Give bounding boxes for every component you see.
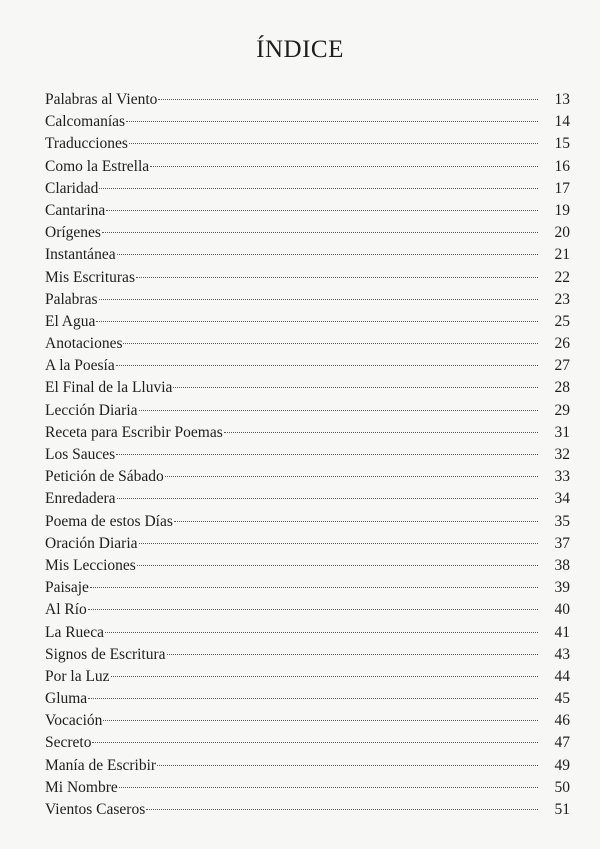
toc-entry-page-number: 34 (554, 490, 570, 508)
toc-entry (45, 133, 570, 155)
toc-entry-page-number: 13 (554, 91, 570, 108)
toc-entry-title: A la Poesía (45, 357, 115, 375)
dot-leader (111, 676, 538, 677)
toc-entry-title: Palabras al Viento (45, 91, 158, 108)
toc-entry (45, 488, 570, 510)
toc-entry-page-number: 16 (554, 157, 570, 175)
toc-entry (45, 289, 570, 311)
dot-leader (106, 210, 538, 211)
dot-leader (102, 232, 538, 233)
toc-entry-title: La Rueca (45, 623, 104, 641)
toc-entry-title: Los Sauces (45, 446, 116, 463)
toc-entry (45, 755, 570, 777)
toc-entry-title: Signos de Escritura (45, 645, 166, 663)
dot-leader (146, 809, 538, 810)
toc-entry-page-number: 50 (554, 778, 570, 796)
dot-leader (150, 166, 538, 167)
dot-leader (88, 698, 538, 699)
toc-entry (45, 466, 570, 488)
toc-entry (45, 666, 570, 688)
dot-leader (88, 609, 538, 610)
toc-entry (45, 333, 570, 355)
toc-entry-page-number: 46 (554, 712, 570, 730)
dot-leader (117, 498, 538, 499)
toc-entry-page-number: 44 (554, 667, 570, 685)
toc-entry (45, 710, 570, 732)
toc-entry (45, 89, 570, 111)
toc-entry-page-number: 37 (554, 534, 570, 552)
toc-entry (45, 688, 570, 710)
toc-entry-page-number: 17 (554, 179, 570, 197)
toc-entry-page-number: 21 (554, 246, 570, 264)
toc-entry-page-number: 39 (554, 579, 570, 597)
dot-leader (92, 742, 538, 743)
toc-entry-title: El Final de la Lluvia (45, 379, 173, 397)
toc-entry-title: Traducciones (45, 135, 128, 153)
toc-entry-page-number: 25 (554, 312, 570, 330)
dot-leader (99, 188, 538, 189)
toc-entry-page-number: 23 (554, 290, 570, 308)
toc-entry-page-number: 47 (554, 734, 570, 752)
dot-leader (139, 410, 538, 411)
toc-entry (45, 599, 570, 621)
toc-entry-page-number: 33 (554, 468, 570, 486)
dot-leader (117, 254, 538, 255)
toc-entry-page-number: 35 (554, 512, 570, 530)
toc-entry (45, 555, 570, 577)
toc-entry-title: Calcomanías (45, 113, 126, 131)
toc-entry-page-number: 32 (554, 446, 570, 463)
toc-entry (45, 422, 570, 444)
toc-entry (45, 644, 570, 666)
toc-entry (45, 156, 570, 178)
toc-entry-title: Claridad (45, 179, 99, 197)
toc-entry-title: Vientos Caseros (45, 801, 146, 818)
dot-leader (157, 765, 538, 766)
toc-entry-page-number: 45 (554, 690, 570, 708)
toc-entry (45, 799, 570, 821)
toc-entry (45, 400, 570, 422)
toc-entry-page-number: 51 (554, 801, 570, 818)
toc-entry-page-number: 14 (554, 113, 570, 131)
dot-leader (116, 454, 538, 455)
toc-entry (45, 200, 570, 222)
dot-leader (126, 121, 538, 122)
toc-entry-page-number: 19 (554, 201, 570, 219)
toc-entry-title: Manía de Escribir (45, 756, 157, 774)
toc-entry (45, 178, 570, 200)
dot-leader (116, 365, 538, 366)
toc-entry-title: Poema de estos Días (45, 512, 173, 530)
toc-entry-page-number: 22 (554, 268, 570, 286)
dot-leader (90, 587, 538, 588)
dot-leader (174, 521, 538, 522)
dot-leader (167, 654, 538, 655)
toc-entry (45, 622, 570, 644)
toc-entry (45, 244, 570, 266)
toc-entry-page-number: 26 (554, 335, 570, 353)
dot-leader (224, 432, 538, 433)
toc-entry-title: Orígenes (45, 224, 101, 242)
toc-entry-page-number: 31 (554, 423, 570, 441)
dot-leader (96, 321, 538, 322)
toc-entry (45, 577, 570, 599)
toc-entry-title: Palabras (45, 290, 98, 308)
toc-entry-page-number: 41 (554, 623, 570, 641)
toc-entry-title: Secreto (45, 734, 92, 752)
toc-entry-title: Vocación (45, 712, 103, 730)
toc-entry-page-number: 40 (554, 601, 570, 619)
toc-entry (45, 267, 570, 289)
dot-leader (105, 632, 538, 633)
toc-entry (45, 111, 570, 133)
toc-entry (45, 355, 570, 377)
toc-entry-title: Mi Nombre (45, 778, 118, 796)
dot-leader (123, 343, 538, 344)
toc-entry (45, 533, 570, 555)
toc-entry-page-number: 49 (554, 756, 570, 774)
page-title: ÍNDICE (256, 36, 344, 63)
dot-leader (139, 543, 538, 544)
table-of-contents (45, 89, 570, 821)
toc-entry-title: Mis Lecciones (45, 556, 136, 574)
toc-entry-page-number: 29 (554, 401, 570, 419)
toc-entry-title: Instantánea (45, 246, 116, 264)
toc-entry (45, 777, 570, 799)
toc-entry (45, 732, 570, 754)
toc-entry-page-number: 27 (554, 357, 570, 375)
toc-entry-page-number: 28 (554, 379, 570, 397)
dot-leader (158, 99, 538, 100)
toc-entry-page-number: 38 (554, 556, 570, 574)
toc-entry-title: Por la Luz (45, 667, 110, 685)
dot-leader (165, 476, 538, 477)
toc-entry-title: Mis Escrituras (45, 268, 135, 286)
dot-leader (119, 787, 538, 788)
toc-entry-page-number: 15 (554, 135, 570, 153)
toc-entry-title: Gluma (45, 690, 88, 708)
toc-entry-title: Paisaje (45, 579, 89, 597)
toc-entry-title: Enredadera (45, 490, 116, 508)
toc-entry-title: Lección Diaria (45, 401, 138, 419)
toc-entry-page-number: 43 (554, 645, 570, 663)
toc-entry (45, 511, 570, 533)
toc-entry-title: Cantarina (45, 201, 106, 219)
toc-entry (45, 311, 570, 333)
toc-entry-title: Al Río (45, 601, 87, 619)
dot-leader (129, 143, 538, 144)
dot-leader (103, 720, 538, 721)
toc-entry-title: Anotaciones (45, 335, 123, 353)
dot-leader (136, 277, 538, 278)
toc-entry-title: El Agua (45, 312, 96, 330)
toc-entry (45, 444, 570, 466)
toc-entry-title: Receta para Escribir Poemas (45, 423, 223, 441)
toc-entry-title: Oración Diaria (45, 534, 138, 552)
toc-entry (45, 377, 570, 399)
toc-entry (45, 222, 570, 244)
dot-leader (99, 299, 538, 300)
toc-entry-title: Petición de Sábado (45, 468, 164, 486)
dot-leader (137, 565, 538, 566)
toc-entry-page-number: 20 (554, 224, 570, 242)
toc-entry-title: Como la Estrella (45, 157, 150, 175)
dot-leader (173, 387, 538, 388)
